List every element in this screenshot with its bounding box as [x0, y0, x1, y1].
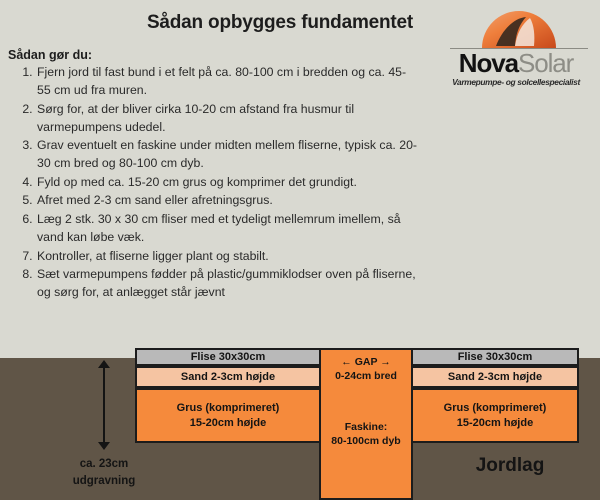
list-item: 1. Fjern jord til fast bund i et felt på ca. 80-100 cm i bredden og ca. 45-55 cm ud fra muren.: [36, 63, 418, 99]
right-gravel-block: [411, 388, 579, 443]
logo-wordmark: [438, 49, 594, 77]
list-item: 3. Grav eventuelt en faskine under midten mellem fliserne, typisk ca. 20-30 cm bred og 80-100 cm dyb.: [36, 136, 418, 172]
right-tile-block: Flise 30x30cm: [411, 348, 579, 366]
right-gravel-line2: 15-20cm højde: [456, 416, 534, 429]
left-gravel-block: [135, 388, 321, 443]
list-item: 4. Fyld op med ca. 15-20 cm grus og komprimer det grundigt.: [36, 173, 418, 191]
left-sand-block: Sand 2-3cm højde: [135, 366, 321, 388]
measure-line1: ca. 23cm: [79, 458, 129, 470]
excavation-measure-line: [103, 366, 105, 444]
list-item: 5. Afret med 2-3 cm sand eller afretningsgrus.: [36, 191, 418, 209]
novasolar-logo: [438, 8, 594, 96]
soil-label: Jordlag: [475, 455, 545, 476]
logo-name-light: Solar: [517, 48, 574, 78]
list-item: 2. Sørg for, at der bliver cirka 10-20 cm afstand fra husmur til varmepumpens udedel.: [36, 100, 418, 136]
excavation-measure-label: [48, 456, 160, 489]
left-gravel-line1: Grus (komprimeret): [176, 401, 280, 414]
faskine-title: Faskine:: [344, 421, 388, 433]
list-item: 7. Kontroller, at fliserne ligger plant og stabilt.: [36, 247, 418, 265]
howto-heading: Sådan gør du:: [8, 48, 93, 62]
measure-arrow-down-icon: [98, 442, 110, 450]
faskine-depth: 80-100cm dyb: [331, 435, 401, 448]
faskine-labels: [321, 420, 411, 449]
gap-width-label: 0-24cm bred: [335, 370, 397, 383]
logo-tagline: Varmepumpe- og solcellespecialist: [452, 77, 580, 87]
right-sand-block: Sand 2-3cm højde: [411, 366, 579, 388]
left-tile-block: Flise 30x30cm: [135, 348, 321, 366]
gap-faskine-column: [319, 348, 413, 500]
list-item: 8. Sæt varmepumpens fødder på plastic/gummiklodser oven på fliserne, og sørg for, at anlægget står jævnt: [36, 265, 418, 301]
measure-arrow-up-icon: [98, 360, 110, 368]
gap-top-labels: [321, 355, 411, 384]
sun-dome-icon: [482, 8, 556, 48]
left-gravel-line2: 15-20cm højde: [189, 416, 267, 429]
instruction-list: [14, 63, 418, 302]
logo-name-bold: Nova: [458, 48, 518, 78]
gap-arrow-label: ← GAP →: [341, 356, 391, 368]
right-gravel-line1: Grus (komprimeret): [443, 401, 547, 414]
page-title: Sådan opbygges fundamentet: [146, 12, 414, 33]
list-item: 6. Læg 2 stk. 30 x 30 cm fliser med et tydeligt mellemrum imellem, så vand kan løbe væk.: [36, 210, 418, 246]
measure-line2: udgravning: [72, 474, 136, 487]
